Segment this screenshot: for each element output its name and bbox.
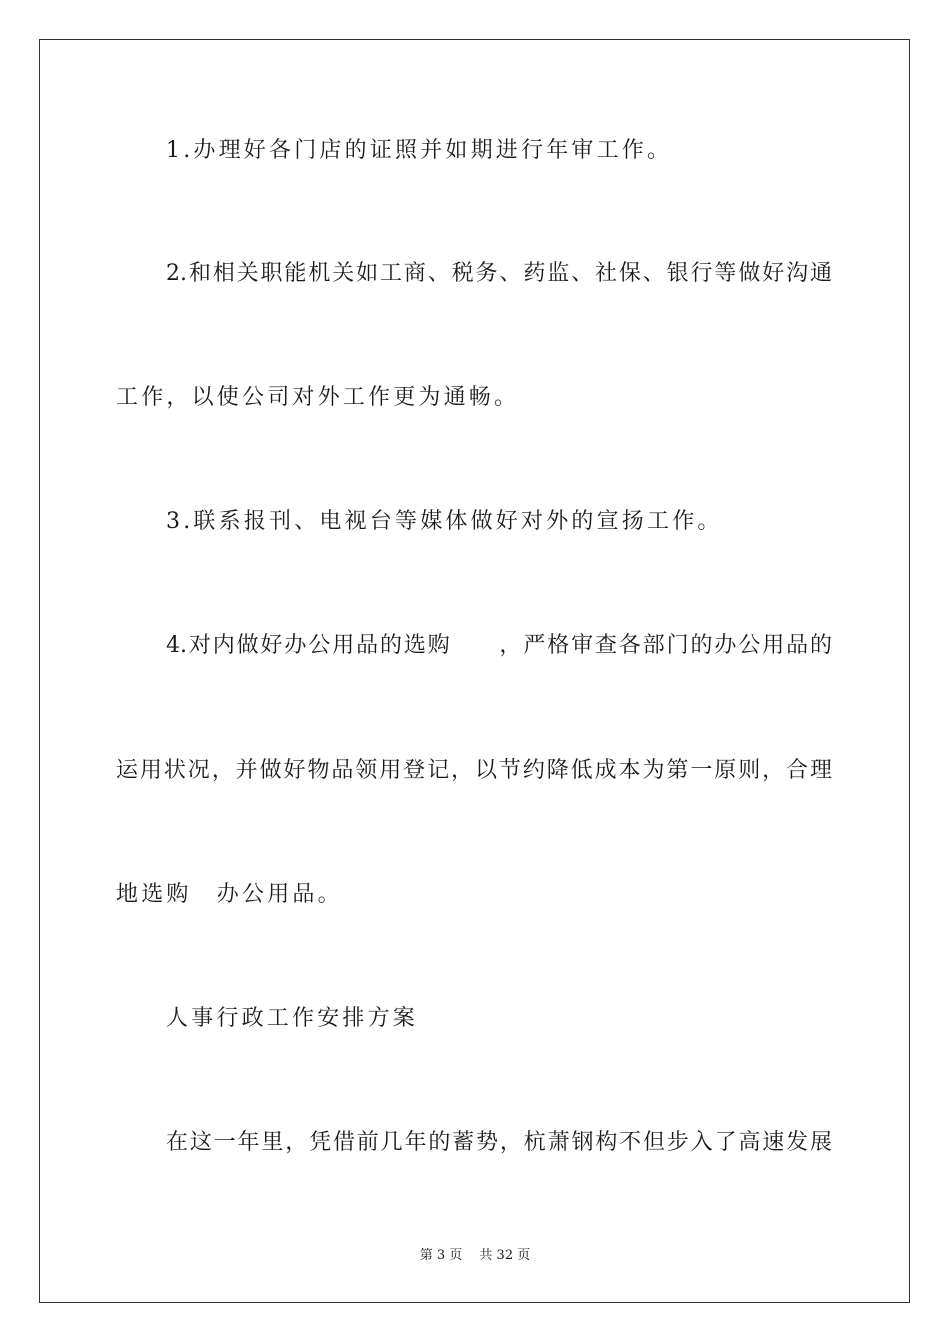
paragraph-line-4: 3.联系报刊、电视台等媒体做好对外的宣扬工作。 [166, 509, 723, 534]
page-frame [39, 39, 910, 1303]
section-heading: 人事行政工作安排方案 [166, 1006, 419, 1031]
paragraph-line-9: 在这一年里，凭借前几年的蓄势，杭萧钢构不但步入了高速发展 [166, 1130, 832, 1155]
paragraph-line-3: 工作，以使公司对外工作更为通畅。 [116, 385, 520, 410]
paragraph-line-7: 地选购 办公用品。 [116, 882, 343, 907]
paragraph-line-6: 运用状况，并做好物品领用登记，以节约降低成本为第一原则，合理 [116, 758, 832, 783]
page-number-footer: 第 3 页 共 32 页 [419, 1248, 531, 1263]
paragraph-line-1: 1.办理好各门店的证照并如期进行年审工作。 [166, 138, 673, 163]
paragraph-line-5: 4.对内做好办公用品的选购 ，严格审查各部门的办公用品的 [166, 633, 832, 658]
paragraph-line-2: 2.和相关职能机关如工商、税务、药监、社保、银行等做好沟通 [166, 261, 832, 286]
